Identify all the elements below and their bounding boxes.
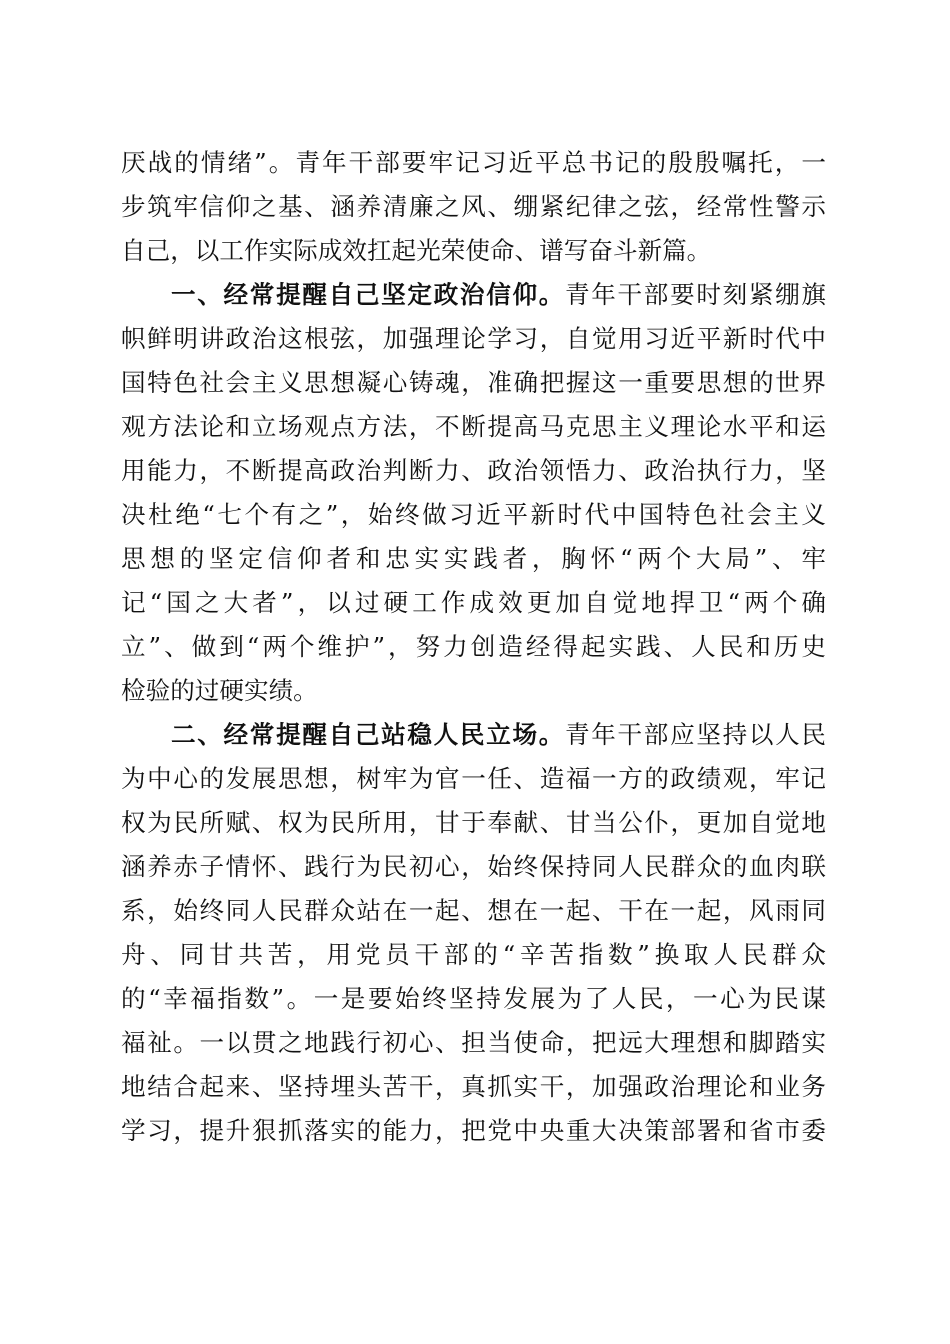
paragraph-line: 的“幸福指数”。一是要始终坚持发展为了人民，一心为民谋 (121, 984, 826, 1013)
paragraph-line: 为中心的发展思想，树牢为官一任、造福一方的政绩观，牢记 (121, 764, 826, 793)
section-2-first-line-text: 青年干部应坚持以人民 (565, 720, 826, 749)
paragraph-line: 系，始终同人民群众站在一起、想在一起、干在一起，风雨同 (121, 896, 826, 925)
document-body (121, 141, 826, 1153)
paragraph-line: 检验的过硬实绩。 (121, 676, 318, 705)
paragraph-line: 帜鲜明讲政治这根弦，加强理论学习，自觉用习近平新时代中 (121, 324, 826, 353)
paragraph-line: 用能力，不断提高政治判断力、政治领悟力、政治执行力，坚 (121, 456, 826, 485)
paragraph-line: 厌战的情绪”。青年干部要牢记习近平总书记的殷殷嘱托，一 (121, 148, 826, 177)
paragraph-line: 思想的坚定信仰者和忠实实践者，胸怀“两个大局”、牢 (121, 544, 826, 573)
paragraph-line: 舟、同甘共苦，用党员干部的“辛苦指数”换取人民群众 (121, 940, 826, 969)
paragraph-line: 决杜绝“七个有之”，始终做习近平新时代中国特色社会主义 (121, 500, 826, 529)
section-1-first-line (121, 273, 826, 317)
section-1-heading: 一、经常提醒自己坚定政治信仰。 (171, 280, 565, 309)
paragraph-line: 国特色社会主义思想凝心铸魂，准确把握这一重要思想的世界 (121, 368, 826, 397)
paragraph-line: 权为民所赋、权为民所用，甘于奉献、甘当公仆，更加自觉地 (121, 808, 826, 837)
paragraph-line: 涵养赤子情怀、践行为民初心，始终保持同人民群众的血肉联 (121, 852, 826, 881)
paragraph-line: 记“国之大者”，以过硬工作成效更加自觉地捍卫“两个确 (121, 588, 826, 617)
paragraph-line: 观方法论和立场观点方法，不断提高马克思主义理论水平和运 (121, 412, 826, 441)
section-2-first-line (121, 713, 826, 757)
section-1-first-line-text: 青年干部要时刻紧绷旗 (565, 280, 826, 309)
paragraph-line: 立”、做到“两个维护”，努力创造经得起实践、人民和历史 (121, 632, 826, 661)
paragraph-line: 步筑牢信仰之基、涵养清廉之风、绷紧纪律之弦，经常性警示 (121, 192, 826, 221)
section-2-heading: 二、经常提醒自己站稳人民立场。 (171, 720, 565, 749)
paragraph-line: 学习，提升狠抓落实的能力，把党中央重大决策部署和省市委 (121, 1116, 826, 1145)
paragraph-line: 自己，以工作实际成效扛起光荣使命、谱写奋斗新篇。 (121, 236, 712, 265)
paragraph-line: 福祉。一以贯之地践行初心、担当使命，把远大理想和脚踏实 (121, 1028, 826, 1057)
paragraph-line: 地结合起来、坚持埋头苦干，真抓实干，加强政治理论和业务 (121, 1072, 826, 1101)
